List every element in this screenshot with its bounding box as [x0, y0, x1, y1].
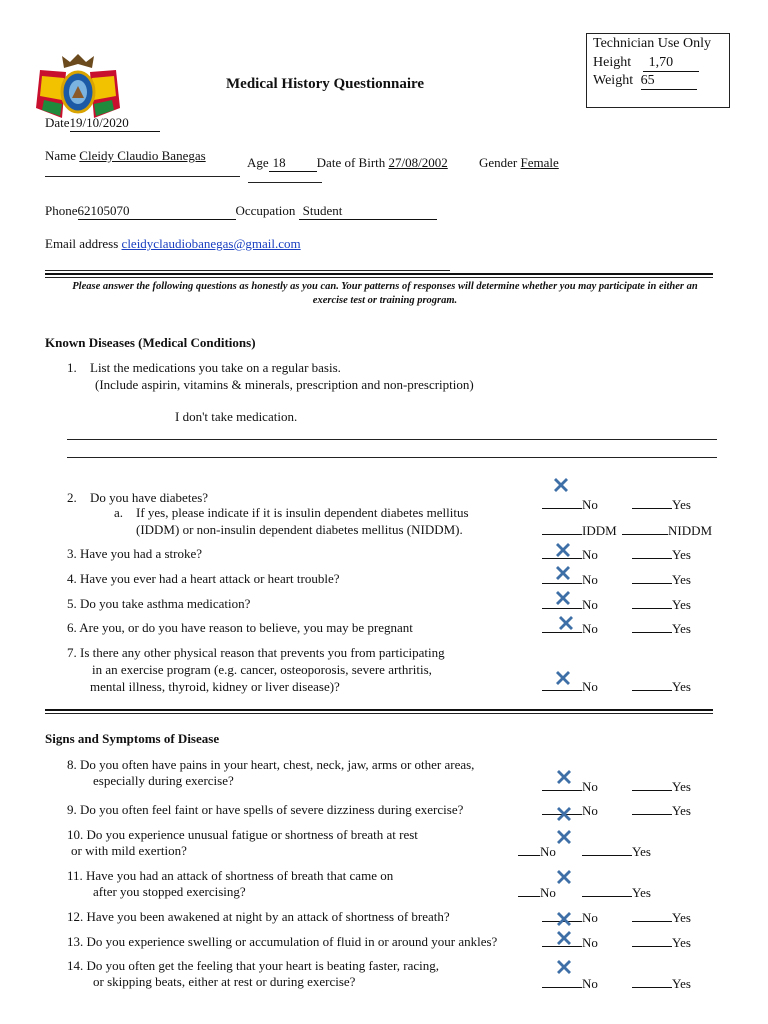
q3-text: 3. Have you had a stroke? — [67, 546, 203, 561]
q2a-line1: If yes, please indicate if it is insulin dependent diabetes mellitus — [136, 505, 469, 520]
q2-no-option[interactable]: No — [542, 496, 598, 513]
q14-no-option[interactable]: No — [542, 975, 598, 992]
q6-text: 6. Are you, or do you have reason to believe, you may be pregnant — [67, 620, 413, 635]
q4-text: 4. Have you ever had a heart attack or heart trouble? — [67, 571, 340, 586]
q1-answer[interactable]: I don't take medication. — [175, 409, 298, 424]
q4-yes-option[interactable]: Yes — [632, 571, 691, 588]
x-mark-icon — [556, 806, 572, 822]
age-label: Age — [247, 155, 269, 170]
q8-no-option[interactable]: No — [542, 778, 598, 795]
q1-line2: (Include aspirin, vitamins & minerals, prescription and non-prescription) — [95, 377, 474, 392]
dob-value[interactable]: 27/08/2002 — [388, 155, 448, 170]
email-value[interactable]: cleidyclaudiobanegas@gmail.com — [121, 236, 301, 251]
dob-label: Date of Birth — [316, 155, 386, 170]
q5-yes-option[interactable]: Yes — [632, 596, 691, 613]
q10-line2: or with mild exertion? — [71, 843, 187, 858]
phone-value[interactable]: 62105070 — [77, 203, 130, 218]
phone-row — [45, 203, 437, 220]
q8-line1: 8. Do you often have pains in your heart, chest, neck, jaw, arms or other areas, — [67, 757, 475, 772]
q4-no-option[interactable]: No — [542, 571, 598, 588]
q10-line1: 10. Do you experience unusual fatigue or shortness of breath at rest — [67, 827, 418, 842]
q2-yes-option[interactable]: Yes — [632, 496, 691, 513]
q7-line2: in an exercise program (e.g. cancer, osteoporosis, severe arthritis, — [92, 662, 432, 677]
q8-yes-option[interactable]: Yes — [632, 778, 691, 795]
signs-heading: Signs and Symptoms of Disease — [45, 731, 220, 746]
age-value[interactable]: 18 — [272, 155, 286, 170]
q1-number: 1. — [67, 360, 77, 375]
height-label: Height — [593, 55, 632, 70]
x-mark-icon — [555, 590, 571, 606]
name-label: Name — [45, 148, 77, 163]
gender-value[interactable]: Female — [520, 155, 559, 170]
q7-line1: 7. Is there any other physical reason that prevents you from participating — [67, 645, 445, 660]
q11-line1: 11. Have you had an attack of shortness of breath that came on — [67, 868, 394, 883]
q10-no-option[interactable]: No — [518, 843, 556, 860]
email-row — [45, 236, 301, 252]
name-value[interactable]: Cleidy Claudio Banegas — [79, 148, 206, 163]
q2a-letter: a. — [114, 505, 124, 520]
q9-no-option[interactable]: No — [542, 802, 598, 819]
q11-line2: after you stopped exercising? — [93, 884, 246, 899]
q12-text: 12. Have you been awakened at night by an attack of shortness of breath? — [67, 909, 450, 924]
x-mark-icon — [555, 542, 571, 558]
email-label: Email address — [45, 236, 119, 251]
x-mark-icon — [558, 615, 574, 631]
q5-text: 5. Do you take asthma medication? — [67, 596, 251, 611]
x-mark-icon — [555, 670, 571, 686]
technician-heading: Technician Use Only — [593, 36, 711, 51]
technician-box — [586, 33, 730, 108]
q3-no-option[interactable]: No — [542, 546, 598, 563]
x-mark-icon — [556, 769, 572, 785]
gender-label: Gender — [479, 155, 518, 170]
q1-line1: List the medications you take on a regular basis. — [90, 360, 341, 375]
weight-label: Weight — [593, 73, 634, 88]
x-mark-icon — [556, 869, 572, 885]
q3-yes-option[interactable]: Yes — [632, 546, 691, 563]
q2-text: Do you have diabetes? — [90, 490, 209, 505]
occupation-value[interactable]: Student — [302, 203, 343, 218]
q14-line1: 14. Do you often get the feeling that your heart is beating faster, racing, — [67, 958, 440, 973]
q9-text: 9. Do you often feel faint or have spells of severe dizziness during exercise? — [67, 802, 464, 817]
q8-line2: especially during exercise? — [93, 773, 234, 788]
x-mark-icon — [555, 565, 571, 581]
q11-no-option[interactable]: No — [518, 884, 556, 901]
q13-text: 13. Do you experience swelling or accumulation of fluid in or around your ankles? — [67, 934, 498, 949]
phone-label: Phone — [45, 203, 78, 218]
q7-no-option[interactable]: No — [542, 678, 598, 695]
q13-no-option[interactable]: No — [542, 934, 598, 951]
q12-yes-option[interactable]: Yes — [632, 909, 691, 926]
known-diseases-heading: Known Diseases (Medical Conditions) — [45, 335, 256, 350]
q2a-iddm-option[interactable]: IDDM — [542, 522, 617, 539]
q12-no-option[interactable]: No — [542, 909, 598, 926]
page-title: Medical History Questionnaire — [226, 76, 425, 92]
date-row — [45, 115, 160, 132]
name-row — [45, 148, 206, 164]
height-value[interactable]: 1,70 — [648, 55, 674, 70]
q2a-niddm-option[interactable]: NIDDM — [622, 522, 712, 539]
q13-yes-option[interactable]: Yes — [632, 934, 691, 951]
q11-yes-option[interactable]: Yes — [582, 884, 651, 901]
weight-value[interactable]: 65 — [640, 73, 655, 88]
q10-yes-option[interactable]: Yes — [582, 843, 651, 860]
q7-line3: mental illness, thyroid, kidney or liver disease)? — [90, 679, 340, 694]
gender-row — [479, 155, 559, 171]
x-mark-icon — [556, 829, 572, 845]
date-value[interactable]: 19/10/2020 — [69, 115, 129, 130]
q6-no-option[interactable]: No — [542, 620, 598, 637]
date-label: Date — [45, 115, 70, 130]
q7-yes-option[interactable]: Yes — [632, 678, 691, 695]
q2a-line2: (IDDM) or non-insulin dependent diabetes mellitus (NIDDM). — [136, 522, 463, 537]
x-mark-icon — [556, 930, 572, 946]
q14-yes-option[interactable]: Yes — [632, 975, 691, 992]
q14-line2: or skipping beats, either at rest or during exercise? — [93, 974, 356, 989]
x-mark-icon — [556, 959, 572, 975]
technician-height — [593, 55, 699, 72]
x-mark-icon — [553, 477, 569, 493]
occupation-label: Occupation — [235, 203, 296, 218]
instructions: Please answer the following questions as honestly as you can. Your patterns of responses will determine whether you may participate in either an exercise test or training program. — [72, 281, 698, 306]
q2-number: 2. — [67, 490, 77, 505]
technician-weight — [593, 73, 697, 90]
x-mark-icon — [556, 911, 572, 927]
q5-no-option[interactable]: No — [542, 596, 598, 613]
q9-yes-option[interactable]: Yes — [632, 802, 691, 819]
q6-yes-option[interactable]: Yes — [632, 620, 691, 637]
coat-of-arms-icon — [32, 48, 124, 120]
age-row — [247, 155, 448, 172]
